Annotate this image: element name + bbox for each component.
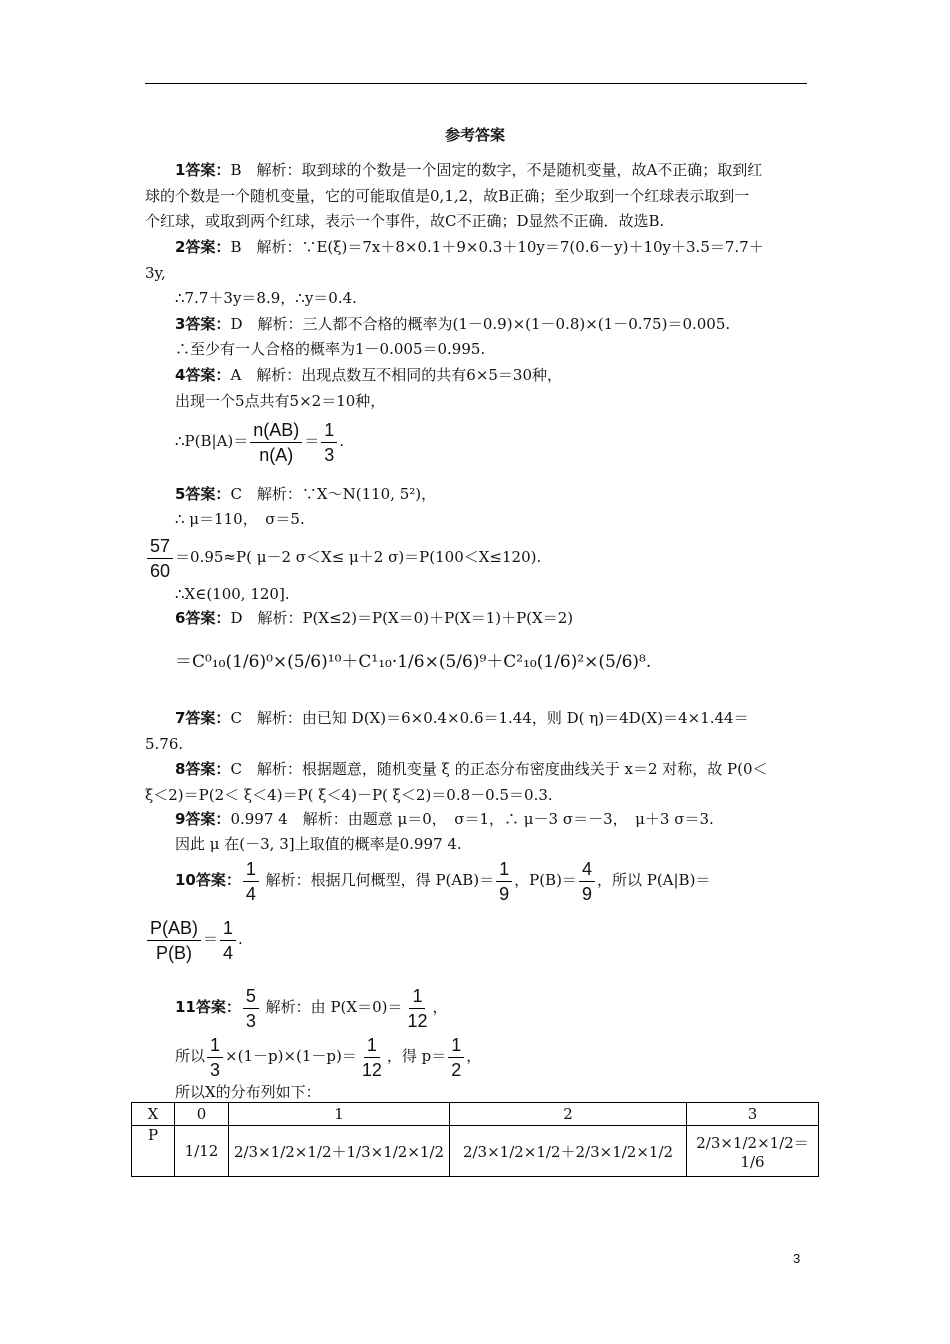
q7-line-2: 5.76. (145, 735, 184, 753)
q4-line-1: 4答案：A 解析：出现点数互不相同的共有6×5＝30种， (175, 366, 563, 384)
table-cell: 2/3×1/2×1/2＋1/3×1/2×1/2 (229, 1126, 450, 1177)
table-cell: 2/3×1/2×1/2＝1/6 (687, 1126, 819, 1177)
q9-line-1: 9答案：0.997 4 解析：由题意 μ＝0， σ＝1，∴ μ－3 σ＝－3， μ＋3 σ＝3. (175, 810, 714, 828)
table-header-cell: 2 (450, 1103, 687, 1126)
table-header-cell: 0 (175, 1103, 229, 1126)
q10-line-2: $\frac{P(AB)}{P(B)}$ ＝ $\frac{1}{4}$ . (145, 914, 243, 964)
q5-line-4: ∴X∈(100, 120]. (175, 585, 290, 603)
table-header-cell: 3 (687, 1103, 819, 1126)
q2-line-3: ∴7.7＋3y＝8.9，∴y＝0.4. (175, 289, 357, 307)
page-number: 3 (793, 1251, 801, 1266)
q1-line-1: 1答案：B 解析：取到球的个数是一个固定的数字，不是随机变量，故A不正确；取到红 (175, 161, 763, 179)
table-row-label: P (132, 1126, 175, 1177)
distribution-table (131, 1102, 819, 1177)
q1-line-2: 球的个数是一个随机变量，它的可能取值是0,1,2，故B正确；至少取到一个红球表示取到一 (145, 187, 750, 205)
header-rule (145, 83, 807, 84)
table-header-cell: X (132, 1103, 175, 1126)
q4-line-2: 出现一个5点共有5×2＝10种， (175, 392, 386, 410)
q11-line-2: 所以 $\frac{1}{3}$ ×(1－p)×(1－p)＝ $\frac{1}{12}$ ，得 p＝ $\frac{1}{2}$ ， (175, 1034, 482, 1080)
q2-line-2: 3y, (145, 264, 166, 282)
q6-line-1: 6答案：D 解析：P(X≤2)＝P(X＝0)＋P(X＝1)＋P(X＝2) (175, 609, 574, 627)
q10-line-1: 10答案： $\frac{1}{4}$ 解析：根据几何概型，得 P(AB)＝ $\frac{1}{9}$ ，P(B)＝ $\frac{4}{9}$ ，所以 P(A|B)＝ (175, 858, 711, 904)
page-title: 参考答案 (444, 126, 505, 144)
q5-line-1: 5答案：C 解析：∵X～N(110, 5²)， (175, 485, 437, 503)
table-row (132, 1126, 819, 1177)
table-cell: 2/3×1/2×1/2＋2/3×1/2×1/2 (450, 1126, 687, 1177)
q4-formula: ∴P(B|A)＝ $\frac{n(AB)}{n(A)}$ ＝ $\frac{1}{3}$ . (175, 419, 345, 465)
q6-formula: ＝C⁰₁₀(1/6)⁰×(5/6)¹⁰＋C¹₁₀·1/6×(5/6)⁹＋C²₁₀(1/6)²×(5/6)⁸. (175, 652, 652, 672)
q8-line-1: 8答案：C 解析：根据题意，随机变量 ξ 的正态分布密度曲线关于 x＝2 对称，故 P(0＜ (175, 760, 768, 778)
q1-line-3: 个红球，或取到两个红球，表示一个事件，故C不正确；D显然不正确．故选B. (145, 212, 665, 230)
q8-line-2: ξ＜2)＝P(2＜ ξ＜4)＝P( ξ＜4)－P( ξ＜2)＝0.8－0.5＝0.3. (145, 786, 553, 804)
table-cell: 1/12 (175, 1126, 229, 1177)
q5-line-2: ∴ μ＝110， σ＝5. (175, 510, 305, 528)
q3-line-2: ∴至少有一人合格的概率为1－0.005＝0.995. (175, 340, 486, 358)
table-header-cell: 1 (229, 1103, 450, 1126)
q11-line-1: 11答案： $\frac{5}{3}$ 解析：由 P(X＝0)＝ $\frac{1}{12}$ ， (175, 985, 448, 1031)
q11-line-3: 所以X的分布列如下： (175, 1083, 321, 1101)
table-header-row (132, 1103, 819, 1126)
q7-line-1: 7答案：C 解析：由已知 D(X)＝6×0.4×0.6＝1.44，则 D( η)＝4D(X)＝4×1.44＝ (175, 709, 749, 727)
q3-line-1: 3答案：D 解析：三人都不合格的概率为(1－0.9)×(1－0.8)×(1－0.75)＝0.005. (175, 315, 731, 333)
q9-line-2: 因此 μ 在(－3, 3]上取值的概率是0.997 4. (175, 835, 462, 853)
q5-formula: $\frac{57}{60}$ ＝0.95≈P( μ－2 σ＜X≤ μ＋2 σ)＝P(100＜X≤120). (145, 532, 541, 582)
q2-line-1: 2答案：B 解析：∵E(ξ)＝7x＋8×0.1＋9×0.3＋10y＝7(0.6－y)＋10y＋3.5＝7.7＋ (175, 238, 764, 256)
